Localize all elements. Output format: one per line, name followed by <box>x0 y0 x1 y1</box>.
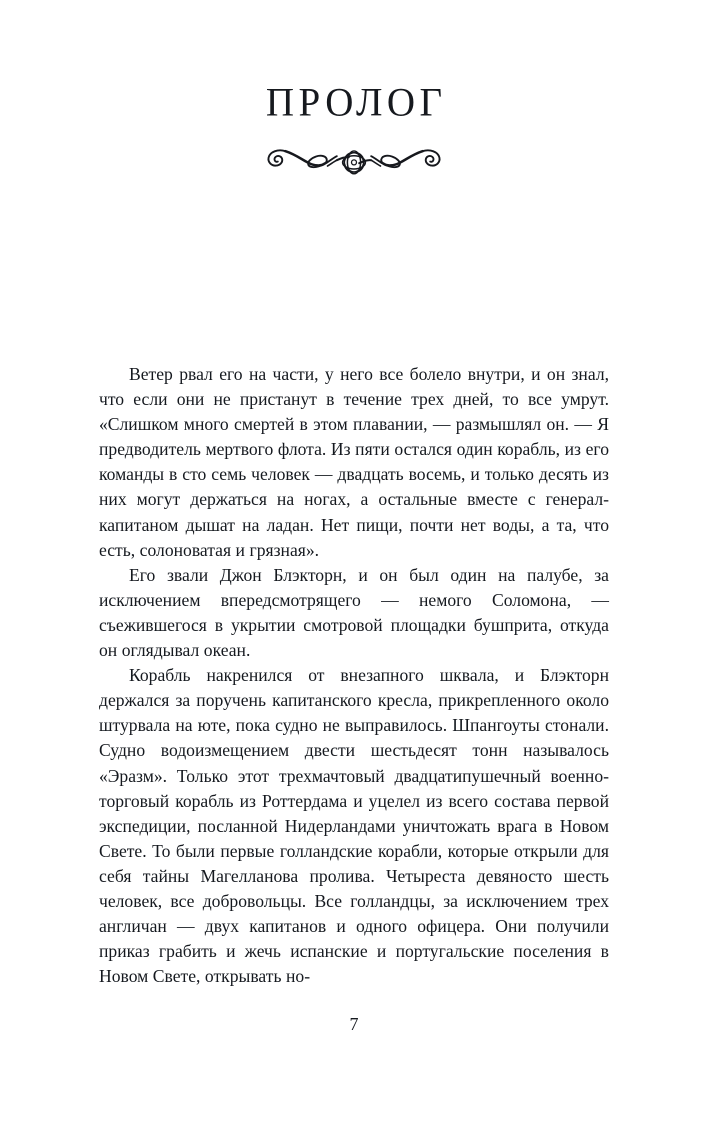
page-number: 7 <box>349 1014 359 1034</box>
body-paragraph: Ветер рвал его на части, у него все болело внутри, и он знал, что если они не пристанут в течение трех дней, то все умрут. «Слишком много смертей в этом плавании, — размышлял он. — Я предводитель мертвого флота. Из пяти остался один корабль, из его команды в сто семь человек — двадцать восемь, и только десять из них могут держаться на ногах, а остальные вместе с генерал-капитаном дышат на ладан. Нет пищи, почти нет воды, а та, что есть, солоноватая и грязная». <box>99 364 609 560</box>
chapter-header <box>0 80 708 176</box>
body-paragraph: Его звали Джон Блэкторн, и он был один на палубе, за исключением впередсмотрящего — немого Соломона, — съежившегося в укрытии смотровой площадки бушприта, откуда он оглядывал океан. <box>99 564 609 661</box>
body-paragraph: Корабль накренился от внезапного шквала, и Блэкторн держался за поручень капитанского кресла, прикрепленного около штурвала на юте, пока судно не выправилось. Шпангоуты стонали. Судно водоизмещением двести шестьдесят тонн называлось «Эразм». Только этот трехмачтовый двадцатипушечный военно-торговый корабль из Роттердама и уцелел из всего состава первой экспедиции, посланной Нидерландами уничтожать врага в Новом Свете. То были первые голландские корабли, которые открыли для себя тайны Магелланова пролива. Четыреста девяносто шесть человек, все добровольцы. Все голландцы, за исключением трех англичан — двух капитанов и одного офицера. Они получили приказ грабить и жечь испанские и португальские поселения в Новом Свете, открывать но- <box>99 665 609 987</box>
page-title: ПРОЛОГ <box>265 80 447 125</box>
calligraphic-flourish-divider-icon <box>262 142 446 176</box>
body-text-column <box>99 362 609 989</box>
